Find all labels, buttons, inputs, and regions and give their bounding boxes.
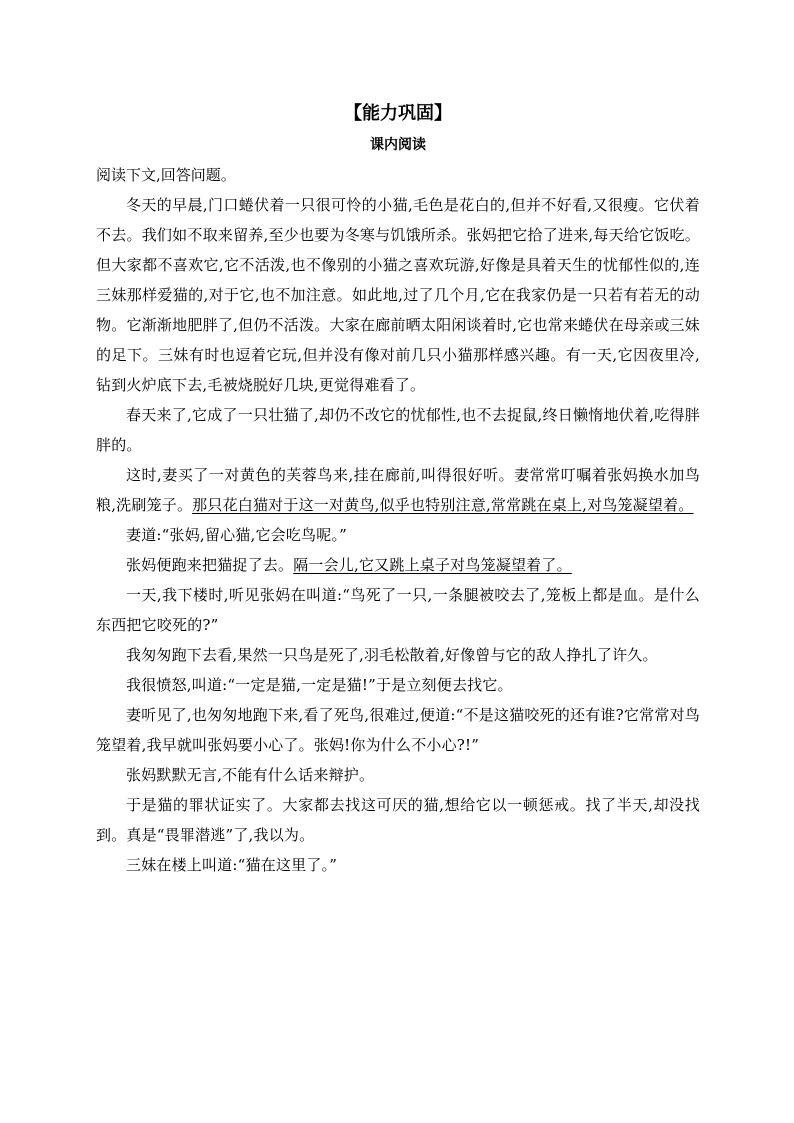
- paragraph-text: 于是猫的罪状证实了。大家都去找这可厌的猫,想给它以一顿惩戒。找了半天,却没找到。真是“畏罪潜逃”了,我以为。: [96, 796, 700, 844]
- underlined-sentence: 隔一会儿,它又跳上桌子对鸟笼凝望着了。: [293, 556, 572, 574]
- paragraph-text: 我匆匆跑下去看,果然一只鸟是死了,羽毛松散着,好像曾与它的敌人挣扎了许久。: [126, 646, 658, 664]
- paragraph-text: 张妈默默无言,不能有什么话来辩护。: [126, 766, 375, 784]
- section-subtitle: 课内阅读: [370, 137, 426, 153]
- paragraph-text: 三妹在楼上叫道:“猫在这里了。”: [126, 856, 338, 874]
- paragraph: [96, 400, 700, 460]
- paragraph: [96, 520, 700, 550]
- paragraph: [96, 850, 700, 880]
- paragraph: [96, 580, 700, 640]
- paragraph: [96, 670, 700, 700]
- paragraph-text: 我很愤怒,叫道:“一定是猫,一定是猫!”于是立刻便去找它。: [126, 676, 513, 694]
- paragraph-text: 这时,妻买了一对黄色的芙蓉鸟来,挂在廊前,叫得很好听。妻常常叮嘱着张妈换水加鸟粮,洗刷笼子。: [96, 466, 700, 514]
- paragraph: [96, 190, 700, 400]
- paragraph: [96, 700, 700, 760]
- paragraph-text: 张妈便跑来把猫捉了去。: [126, 556, 294, 574]
- paragraph: [96, 550, 700, 580]
- paragraph-text: 妻听见了,也匆匆地跑下来,看了死鸟,很难过,便道:“不是这猫咬死的还有谁?它常常对鸟笼望着,我早就叫张妈要小心了。张妈!你为什么不小心?!”: [96, 706, 700, 754]
- section-title: 【能力巩固】: [344, 103, 452, 124]
- paragraph: [96, 760, 700, 790]
- paragraph: [96, 640, 700, 670]
- paragraph-text: 春天来了,它成了一只壮猫了,却仍不改它的忧郁性,也不去捉鼠,终日懒惰地伏着,吃得胖胖的。: [96, 406, 700, 454]
- paragraph: [96, 790, 700, 850]
- document-page: [96, 100, 700, 880]
- underlined-sentence: 那只花白猫对于这一对黄鸟,似乎也特别注意,常常跳在桌上,对鸟笼凝望着。: [192, 496, 694, 514]
- paragraph-text: 一天,我下楼时,听见张妈在叫道:“鸟死了一只,一条腿被咬去了,笼板上都是血。是什么东西把它咬死的?”: [96, 586, 700, 634]
- reading-instruction: 阅读下文,回答问题。: [96, 166, 236, 184]
- paragraph: [96, 460, 700, 520]
- paragraph-text: 妻道:“张妈,留心猫,它会吃鸟呢。”: [126, 526, 348, 544]
- paragraph-text: 冬天的早晨,门口蜷伏着一只很可怜的小猫,毛色是花白的,但并不好看,又很瘦。它伏着不去。我们如不取来留养,至少也要为冬寒与饥饿所杀。张妈把它拾了进来,每天给它饭吃。但大家都不喜欢它,它不活泼,也不像别的小猫之喜欢玩游,好像是具着天生的忧郁性似的,连三妹那样爱猫的,对于它,也不加注意。如此地,过了几个月,它在我家仍是一只若有若无的动物。它渐渐地肥胖了,但仍不活泼。大家在廊前晒太阳闲谈着时,它也常来蜷伏在母亲或三妹的足下。三妹有时也逗着它玩,但并没有像对前几只小猫那样感兴趣。有一天,它因夜里冷,钻到火炉底下去,毛被烧脱好几块,更觉得难看了。: [96, 196, 700, 394]
